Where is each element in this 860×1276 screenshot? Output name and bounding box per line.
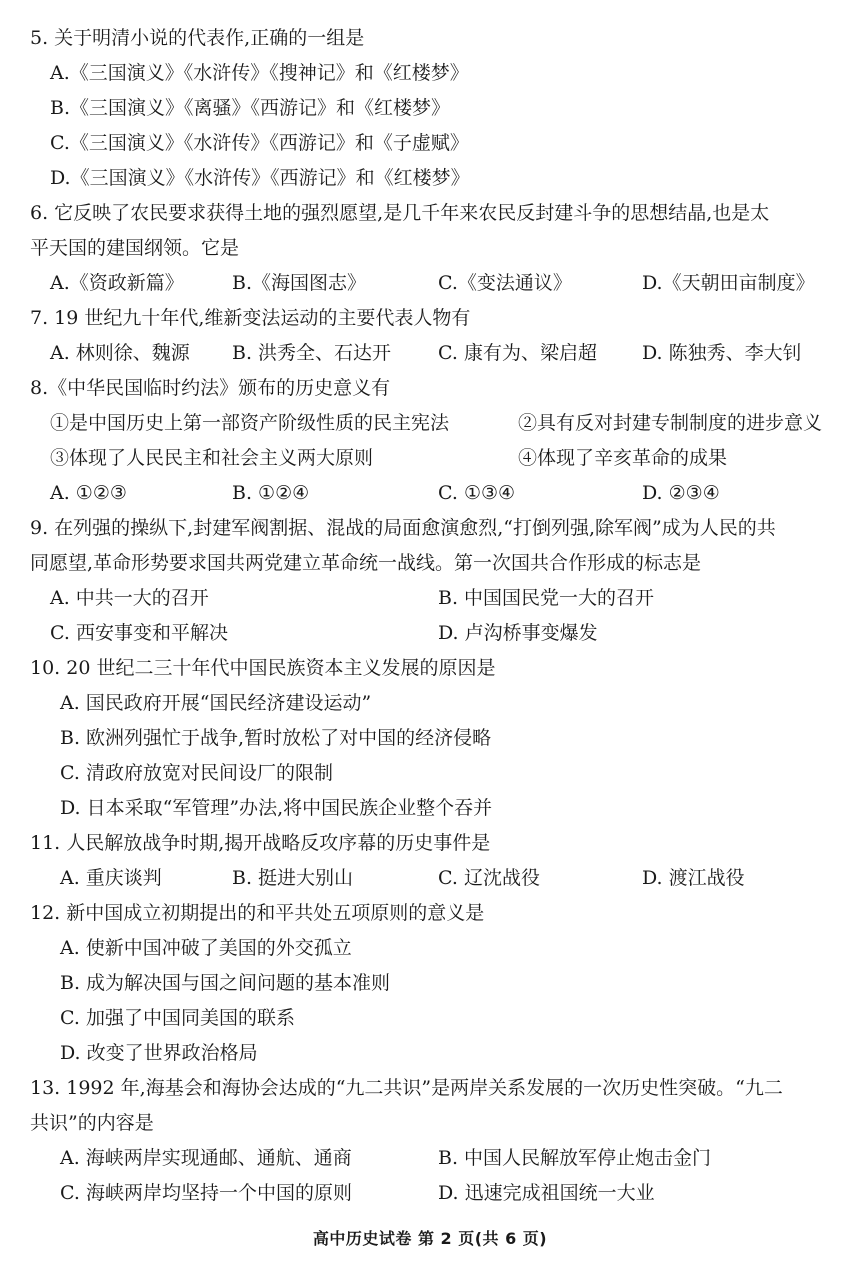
question-stem: 5. 关于明清小说的代表作,正确的一组是 <box>30 27 365 49</box>
option-b: B. 中国人民解放军停止炮击金门 <box>438 1147 712 1169</box>
question-stem-continued <box>0 546 860 581</box>
option-row <box>0 791 860 826</box>
option-b: B. 中国国民党一大的召开 <box>438 587 655 609</box>
option-c: C.《三国演义》《水浒传》《西游记》和《子虚赋》 <box>50 132 469 154</box>
option-row <box>0 161 860 196</box>
question-10 <box>0 651 860 686</box>
question-stem: 9. 在列强的操纵下,封建军阀割据、混战的局面愈演愈烈,“打倒列强,除军阀”成为人民的共 <box>30 517 776 539</box>
option-row <box>0 966 860 1001</box>
option-a: A. 林则徐、魏源 <box>50 342 190 364</box>
option-row <box>0 756 860 791</box>
option-b: B.《海国图志》 <box>232 272 367 294</box>
question-6 <box>0 196 860 231</box>
option-d: D. 迅速完成祖国统一大业 <box>438 1182 655 1204</box>
option-row <box>0 581 860 616</box>
option-a: A. 中共一大的召开 <box>50 587 209 609</box>
question-stem: 7. 19 世纪九十年代,维新变法运动的主要代表人物有 <box>30 307 471 329</box>
question-7 <box>0 301 860 336</box>
option-row <box>0 266 860 301</box>
option-a: A.《资政新篇》 <box>50 272 184 294</box>
option-d: D. 渡江战役 <box>642 867 745 889</box>
option-row <box>0 1176 860 1211</box>
option-d: D.《三国演义》《水浒传》《西游记》和《红楼梦》 <box>50 167 470 189</box>
option-d: D. 改变了世界政治格局 <box>60 1042 258 1064</box>
option-a: A.《三国演义》《水浒传》《搜神记》和《红楼梦》 <box>50 62 469 84</box>
option-a: A. 使新中国冲破了美国的外交孤立 <box>60 937 352 959</box>
statement-row <box>0 406 860 441</box>
question-stem: 8.《中华民国临时约法》颁布的历史意义有 <box>30 377 391 399</box>
option-b: B. 欧洲列强忙于战争,暂时放松了对中国的经济侵略 <box>60 727 492 749</box>
question-5 <box>0 21 860 56</box>
question-8 <box>0 371 860 406</box>
question-stem: 平天国的建国纲领。它是 <box>30 237 240 259</box>
option-row <box>0 1141 860 1176</box>
option-c: C. 康有为、梁启超 <box>438 342 597 364</box>
option-d: D. 卢沟桥事变爆发 <box>438 622 598 644</box>
question-stem: 11. 人民解放战争时期,揭开战略反攻序幕的历史事件是 <box>30 832 491 854</box>
option-row <box>0 931 860 966</box>
option-b: B. 成为解决国与国之间问题的基本准则 <box>60 972 391 994</box>
option-row <box>0 336 860 371</box>
question-13 <box>0 1071 860 1106</box>
statement-1: ①是中国历史上第一部资产阶级性质的民主宪法 <box>50 412 450 434</box>
option-b: B. ①②④ <box>232 482 310 504</box>
option-a: A. 重庆谈判 <box>60 867 162 889</box>
option-row <box>0 91 860 126</box>
question-stem: 12. 新中国成立初期提出的和平共处五项原则的意义是 <box>30 902 485 924</box>
option-a: A. 海峡两岸实现通邮、通航、通商 <box>60 1147 352 1169</box>
option-b: B.《三国演义》《离骚》《西游记》和《红楼梦》 <box>50 97 451 119</box>
option-row <box>0 1001 860 1036</box>
option-c: C. 加强了中国同美国的联系 <box>60 1007 295 1029</box>
option-d: D.《天朝田亩制度》 <box>642 272 815 294</box>
question-stem: 共识”的内容是 <box>30 1112 154 1134</box>
question-9 <box>0 511 860 546</box>
question-stem: 同愿望,革命形势要求国共两党建立革命统一战线。第一次国共合作形成的标志是 <box>30 552 702 574</box>
question-stem-continued <box>0 231 860 266</box>
page-footer: 高中历史试卷 第 2 页(共 6 页) <box>312 1229 548 1248</box>
option-d: D. 日本采取“军管理”办法,将中国民族企业整个吞并 <box>60 797 493 819</box>
question-stem: 6. 它反映了农民要求获得土地的强烈愿望,是几千年来农民反封建斗争的思想结晶,也是太 <box>30 202 770 224</box>
option-c: C.《变法通议》 <box>438 272 572 294</box>
question-11 <box>0 826 860 861</box>
option-row <box>0 476 860 511</box>
option-row <box>0 616 860 651</box>
option-d: D. ②③④ <box>642 482 720 504</box>
option-row <box>0 686 860 721</box>
option-row <box>0 721 860 756</box>
option-c: C. 海峡两岸均坚持一个中国的原则 <box>60 1182 352 1204</box>
question-stem: 10. 20 世纪二三十年代中国民族资本主义发展的原因是 <box>30 657 496 679</box>
statement-2: ②具有反对封建专制制度的进步意义 <box>518 412 823 434</box>
question-stem-continued <box>0 1106 860 1141</box>
option-a: A. ①②③ <box>50 482 127 504</box>
question-12 <box>0 896 860 931</box>
statement-4: ④体现了辛亥革命的成果 <box>518 447 728 469</box>
option-a: A. 国民政府开展“国民经济建设运动” <box>60 692 372 714</box>
statement-row <box>0 441 860 476</box>
option-row <box>0 861 860 896</box>
option-b: B. 挺进大别山 <box>232 867 354 889</box>
option-b: B. 洪秀全、石达开 <box>232 342 392 364</box>
option-d: D. 陈独秀、李大钊 <box>642 342 802 364</box>
option-row <box>0 126 860 161</box>
option-c: C. ①③④ <box>438 482 516 504</box>
option-c: C. 辽沈战役 <box>438 867 540 889</box>
option-row <box>0 56 860 91</box>
option-c: C. 西安事变和平解决 <box>50 622 228 644</box>
statement-3: ③体现了人民民主和社会主义两大原则 <box>50 447 374 469</box>
option-row <box>0 1036 860 1071</box>
option-c: C. 清政府放宽对民间设厂的限制 <box>60 762 333 784</box>
question-stem: 13. 1992 年,海基会和海协会达成的“九二共识”是两岸关系发展的一次历史性突破。“九二 <box>30 1077 783 1099</box>
